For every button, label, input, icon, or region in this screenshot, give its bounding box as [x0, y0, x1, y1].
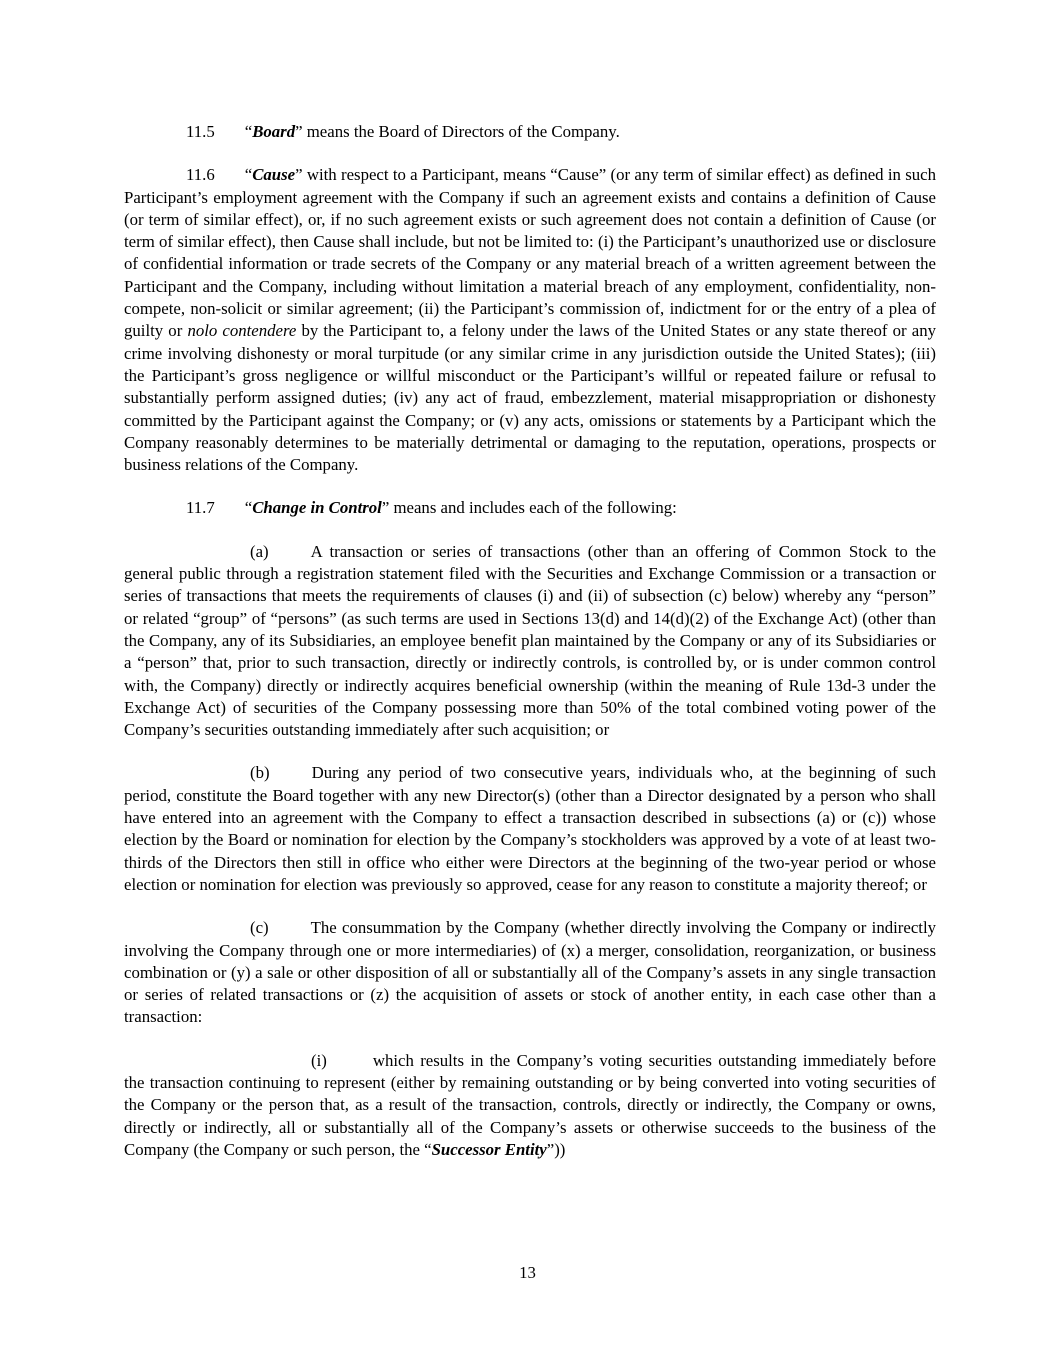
text-run: ” means and includes each of the following: — [381, 498, 677, 518]
defined-term: Successor Entity — [431, 1139, 547, 1159]
text-run: “ — [244, 498, 253, 518]
text-run: (b) — [250, 763, 270, 783]
clause-c-i-voting-securities — [124, 1050, 936, 1161]
text-run: ” with respect to a Participant, means “Cause” (or any term of similar effect) as defined in such Participant’s employment agreement with the Company if such an agreement exists and contains a definition of Cause (or term of similar effect), or, if no such agreement exists or such agreement does not contain a definition of Cause (or term of similar effect), then Cause shall include, but not be limited to: (i) the Participant’s unauthorized use or disclosure of confidential information or trade secrets of the Company or any material breach of a written agreement between the Participant and the Company, including without limitation a material breach of any employment, confidentiality, non-compete, non-solicit or similar agreement; (ii) the Participant’s commission of, indictment for or the entry of a plea of guilty or — [124, 165, 936, 341]
defined-term: Change in Control — [252, 498, 382, 518]
clause-b-board-composition — [124, 762, 936, 896]
text-run: “ — [244, 122, 253, 141]
section-11-7-change-in-control-definition — [124, 497, 936, 519]
page-number: 13 — [519, 1263, 536, 1282]
text-run: which results in the Company’s voting securities outstanding immediately before the transaction continuing to represent (either by remaining outstanding or by being converted into voting securities of the Company or the person that, as a result of the transaction, controls, directly or indirectly, the Company or owns, directly or indirectly, all or substantially all of the Company’s assets or otherwise succeeds to the business of the Company (the Company or such person, the “ — [124, 1050, 936, 1159]
text-run: The consummation by the Company (whether directly involving the Company or indirectly involving the Company through one or more intermediaries) of (x) a merger, consolidation, reorganization, or business combination or (y) a sale or other disposition of all or substantially all of the Company’s assets in any single transaction or series of related transactions or (z) the acquisition of assets or stock of another entity, in each case other than a transaction: — [124, 918, 936, 1027]
italic-phrase: nolo contendere — [187, 321, 297, 341]
text-run: ” means the Board of Directors of the Company. — [295, 122, 620, 141]
text-run: “ — [244, 165, 253, 185]
document-body — [124, 121, 936, 1182]
text-run: (c) — [250, 918, 269, 938]
page-footer — [0, 1262, 1055, 1284]
defined-term: Board — [252, 122, 296, 141]
section-11-5-board-definition — [124, 121, 936, 143]
text-run: During any period of two consecutive years, individuals who, at the beginning of such period, constitute the Board together with any new Director(s) (other than a Director designated by a person who shall have entered into an agreement with the Company to effect a transaction described in subsections (a) or (c)) whose election by the Board or nomination for election by the Company’s stockholders was approved by a vote of at least two-thirds of the Directors then still in office who either were Directors at the beginning of the two-year period or whose election or nomination for election was previously so approved, cease for any reason to constitute a majority thereof; or — [124, 763, 936, 894]
text-run: ”)) — [546, 1139, 566, 1159]
clause-c-consummation — [124, 917, 936, 1028]
text-run: by the Participant to, a felony under the laws of the United States or any state thereof or any crime involving dishonesty or moral turpitude (or any similar crime in any jurisdiction outside the United States); (iii) the Participant’s gross negligence or willful misconduct or the Participant’s willful or repeated failure or refusal to substantially perform assigned duties; (iv) any act of fraud, embezzlement, material misappropriation or dishonesty committed by the Participant against the Company; or (v) any acts, omissions or statements by a Participant which the Company reasonably determines to be materially detrimental or damaging to the reputation, operations, prospects or business relations of the Company. — [124, 321, 936, 475]
text-run: 11.7 — [186, 498, 215, 518]
text-run: A transaction or series of transactions (other than an offering of Common Stock to the general public through a registration statement filed with the Securities and Exchange Commission or a transaction or series of transactions that meets the requirements of clauses (i) and (ii) of subsection (c) below) whereby any “person” or related “group” of “persons” (as such terms are used in Sections 13(d) and 14(d)(2) of the Exchange Act) (other than the Company, any of its Subsidiaries, an employee benefit plan maintained by the Company or any of its Subsidiaries or a “person” that, prior to such transaction, directly or indirectly controls, is controlled by, or is under common control with, the Company) directly or indirectly acquires beneficial ownership (within the meaning of Rule 13d-3 under the Exchange Act) of securities of the Company possessing more than 50% of the total combined voting power of the Company’s securities outstanding immediately after such acquisition; or — [124, 541, 936, 740]
section-11-6-cause-definition — [124, 164, 936, 476]
text-run: (a) — [250, 541, 269, 561]
text-run: 11.5 — [186, 122, 215, 141]
text-run: (i) — [311, 1050, 327, 1070]
defined-term: Cause — [252, 165, 296, 185]
text-run: 11.6 — [186, 165, 215, 185]
clause-a-transaction — [124, 541, 936, 742]
